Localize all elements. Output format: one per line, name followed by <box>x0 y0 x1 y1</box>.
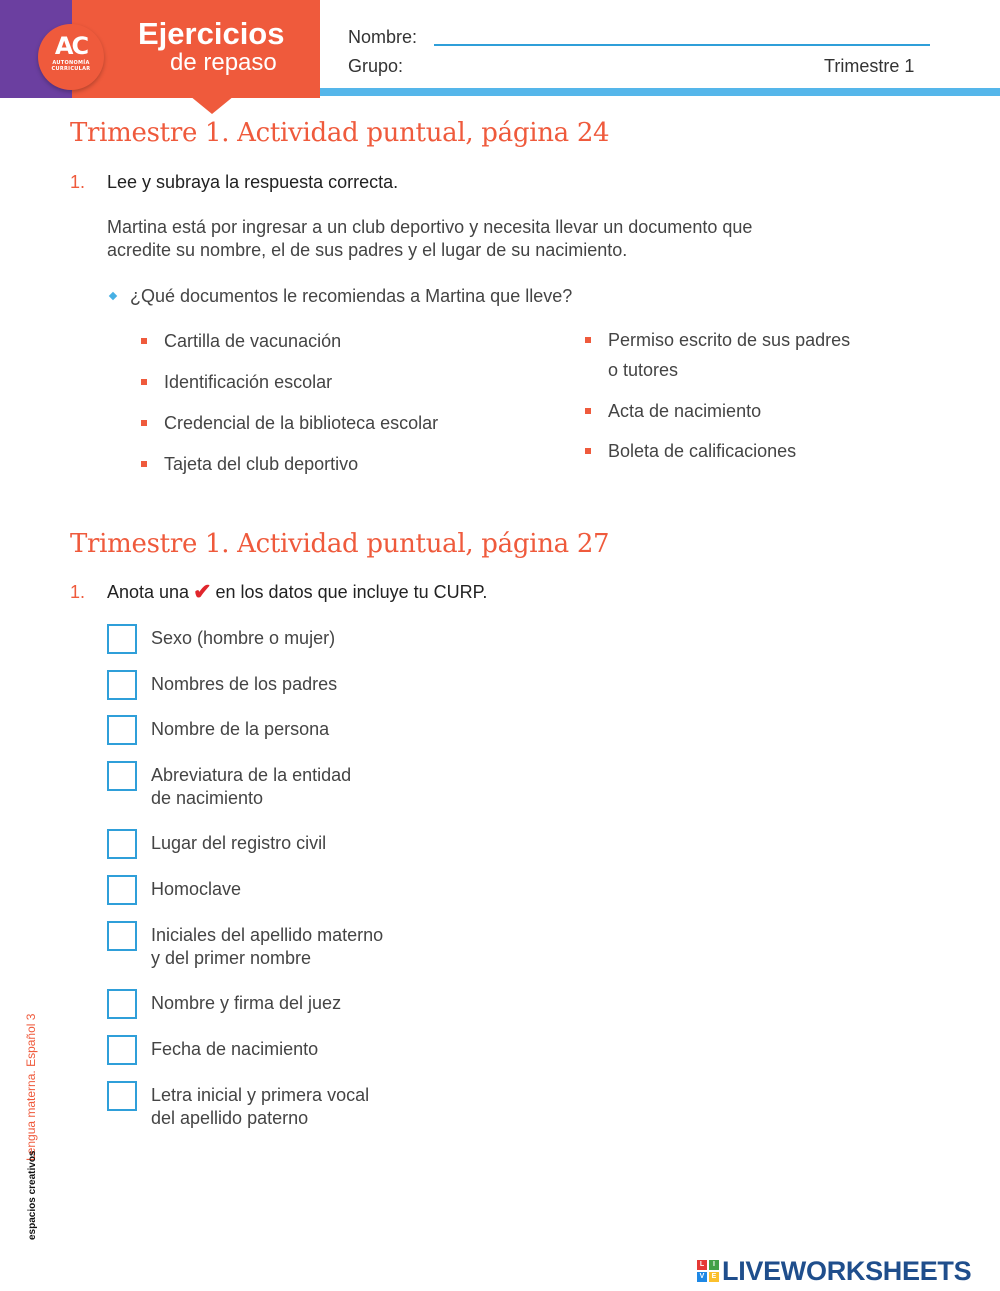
checkbox-sexo[interactable] <box>107 624 137 654</box>
item-letra-inicial-line2: del apellido paterno <box>151 1108 309 1128</box>
logo-letter-e: E <box>709 1272 719 1282</box>
checkbox-iniciales[interactable] <box>107 921 137 951</box>
checkbox-fecha-nacimiento[interactable] <box>107 1035 137 1065</box>
checkbox-nombres-padres[interactable] <box>107 670 137 700</box>
square-bullet-icon <box>585 448 591 454</box>
term-label: Trimestre 1 <box>824 56 915 76</box>
name-label: Nombre: <box>348 27 418 47</box>
item-letra-inicial-line1: Letra inicial y primera vocal <box>151 1085 370 1105</box>
option-permiso-line1[interactable]: Permiso escrito de sus padres <box>608 330 851 350</box>
checkbox-letra-inicial[interactable] <box>107 1081 137 1111</box>
item-homoclave: Homoclave <box>151 879 242 899</box>
item-nombre-persona: Nombre de la persona <box>151 719 330 739</box>
header-pointer <box>190 96 234 114</box>
option-identificacion[interactable]: Identificación escolar <box>164 372 333 392</box>
group-label: Grupo: <box>348 56 404 76</box>
section2-title: Trimestre 1. Actividad puntual, página 27 <box>70 529 610 559</box>
checkbox-firma-juez[interactable] <box>107 989 137 1019</box>
item-sexo: Sexo (hombre o mujer) <box>151 628 336 648</box>
option-cartilla[interactable]: Cartilla de vacunación <box>164 331 342 351</box>
checkbox-nombre-persona[interactable] <box>107 715 137 745</box>
logo-letter-v: V <box>697 1272 707 1282</box>
checkbox-lugar-registro[interactable] <box>107 829 137 859</box>
square-bullet-icon <box>141 420 147 426</box>
option-boleta[interactable]: Boleta de calificaciones <box>608 441 797 461</box>
square-bullet-icon <box>585 408 591 414</box>
square-bullet-icon <box>141 338 147 344</box>
autonomia-logo <box>38 24 104 90</box>
item-abreviatura-line1: Abreviatura de la entidad <box>151 765 352 785</box>
title-de-repaso: de repaso <box>170 49 277 76</box>
title-ejercicios: Ejercicios <box>138 16 285 51</box>
item-fecha-nacimiento: Fecha de nacimiento <box>151 1039 319 1059</box>
section1-paragraph-line1: Martina está por ingresar a un club deportivo y necesita llevar un documento que <box>107 217 753 237</box>
section2-instruction <box>107 581 487 603</box>
item-nombres-padres: Nombres de los padres <box>151 674 338 694</box>
checkbox-abreviatura[interactable] <box>107 761 137 791</box>
logo-initials: AC <box>54 32 88 60</box>
diamond-bullet-icon <box>109 292 117 300</box>
instruction-after: en los datos que incluye tu CURP. <box>215 582 488 602</box>
section1-paragraph-line2: acredite su nombre, el de sus padres y el lugar de su nacimiento. <box>107 240 628 260</box>
option-permiso-line2[interactable]: o tutores <box>608 360 679 380</box>
section1-title: Trimestre 1. Actividad puntual, página 24 <box>70 118 610 148</box>
espacios-creativos-logo: espacios creativos <box>27 1150 38 1240</box>
item-abreviatura-line2: de nacimiento <box>151 788 264 808</box>
logo-subtitle: AUTONOMÍA CURRICULAR <box>51 60 91 72</box>
section1-instruction: Lee y subraya la respuesta correcta. <box>107 172 399 192</box>
square-bullet-icon <box>141 379 147 385</box>
liveworksheets-logo[interactable] <box>697 1258 971 1284</box>
item-iniciales-line1: Iniciales del apellido materno <box>151 925 384 945</box>
section2-number: 1. <box>70 582 86 602</box>
option-credencial[interactable]: Credencial de la biblioteca escolar <box>164 413 439 433</box>
logo-letter-l: L <box>697 1260 707 1270</box>
instruction-before: Anota una <box>107 582 190 602</box>
name-input-line[interactable] <box>434 44 930 46</box>
header-blue-bar <box>320 88 1000 96</box>
item-firma-juez: Nombre y firma del juez <box>151 993 342 1013</box>
liveworksheets-text: LIVEWORKSHEETS <box>722 1256 972 1286</box>
logo-letter-i: I <box>709 1260 719 1270</box>
subject-vertical-label: Lengua materna. Español 3 <box>24 1013 38 1161</box>
section1-number: 1. <box>70 172 86 192</box>
section1-question: ¿Qué documentos le recomiendas a Martina que lleve? <box>130 286 573 306</box>
checkbox-homoclave[interactable] <box>107 875 137 905</box>
square-bullet-icon <box>141 461 147 467</box>
item-lugar-registro: Lugar del registro civil <box>151 833 327 853</box>
red-checkmark-icon: ✔ <box>193 579 212 604</box>
square-bullet-icon <box>585 337 591 343</box>
item-iniciales-line2: y del primer nombre <box>151 948 312 968</box>
option-acta-nacimiento[interactable]: Acta de nacimiento <box>608 401 762 421</box>
liveworksheets-grid-icon <box>697 1260 719 1282</box>
option-tarjeta-club[interactable]: Tajeta del club deportivo <box>164 454 359 474</box>
